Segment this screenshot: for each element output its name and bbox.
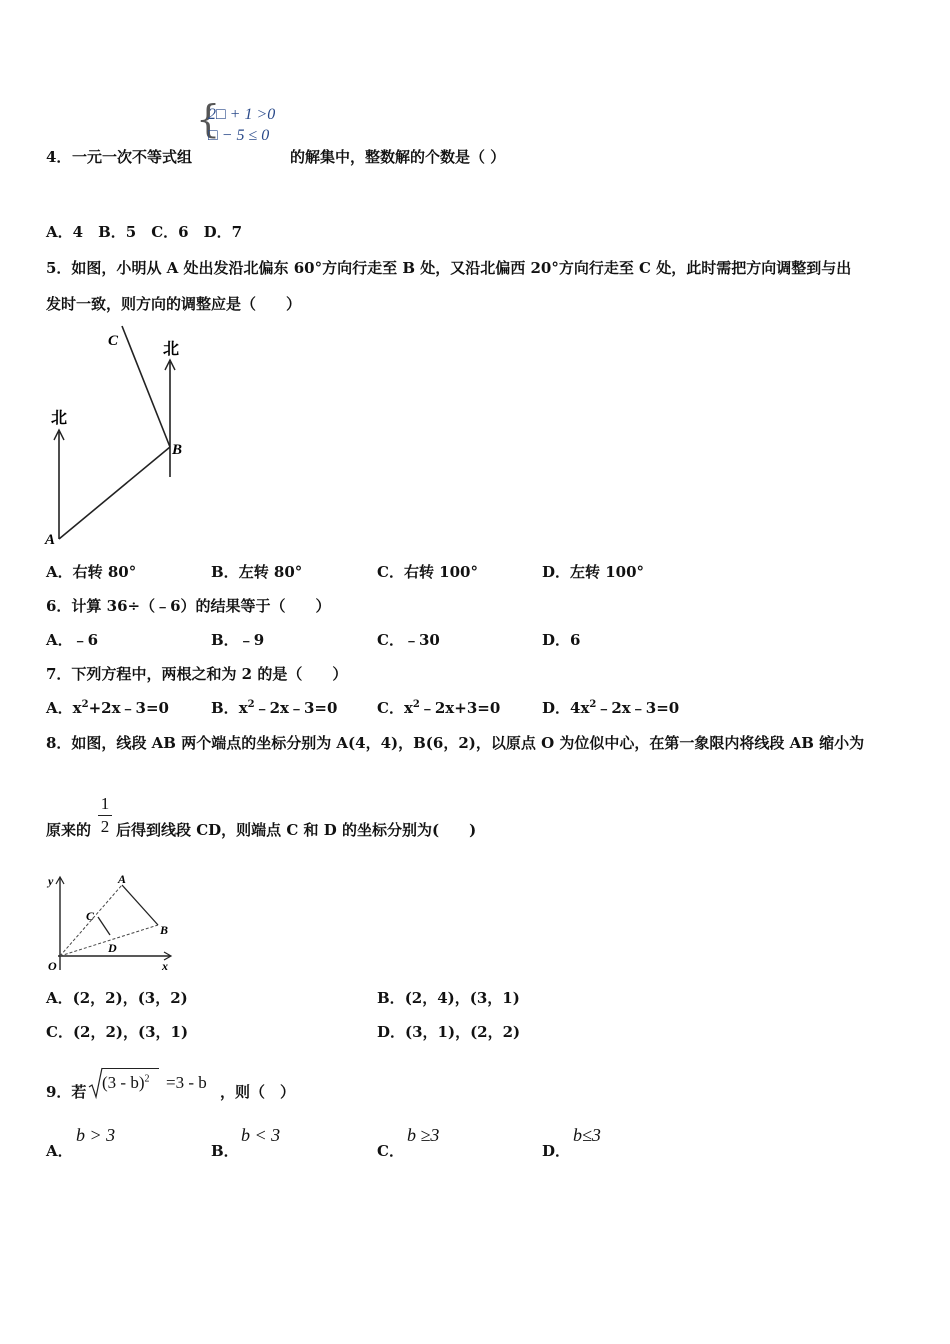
label-O: O [48, 959, 57, 973]
fraction-denominator: 2 [100, 817, 110, 836]
q9-option-a-math: b > 3 [76, 1125, 116, 1145]
q5-option-d: D．左转 100° [542, 563, 645, 581]
q9-option-d-letter: D． [542, 1142, 571, 1160]
q7-option-d: D．$4x^2﹣2x﹣3=0$ [542, 699, 680, 717]
q7-option-b: B．$x^2﹣2x﹣3=0$ [211, 699, 338, 717]
q8-option-b: B．(2，4)，(3，1) [377, 989, 520, 1007]
q8-option-c: C．(2，2)，(3，1) [46, 1023, 189, 1041]
q6-stem: 6．计算 36÷（﹣6）的结果等于（ ） [46, 597, 331, 615]
label-y: y [48, 874, 54, 888]
q6-option-c: C．﹣30 [377, 631, 440, 649]
q6-option-b: B．﹣9 [211, 631, 265, 649]
label-C: C [86, 909, 95, 923]
q6-option-a: A．﹣6 [46, 631, 99, 649]
q9-option-b-letter: B． [211, 1142, 239, 1160]
q8-stem-before: 原来的 [46, 821, 92, 839]
label-north-left: 北 [51, 410, 68, 427]
q5-stem-line2: 发时一致，则方向的调整应是（ ） [46, 295, 302, 313]
label-A: A [118, 872, 127, 886]
q4-stem-before: 一元一次不等式组 [72, 148, 193, 166]
q9-option-d-math: b≤3 [573, 1125, 601, 1145]
segment-AB [59, 447, 170, 539]
q5-figure [40, 322, 200, 550]
system-brace: { [196, 97, 221, 141]
segment-CD [98, 917, 110, 935]
q9-option-c-letter: C． [377, 1142, 404, 1160]
q8-figure [42, 870, 182, 974]
label-B: B [172, 442, 183, 458]
label-B: B [160, 923, 169, 937]
q9-stem-after: ，则（ ） [220, 1083, 296, 1101]
q8-stem-line1: 8．如图，线段 AB 两个端点的坐标分别为 A(4，4)，B(6，2)，以原点 O 为位似中心，在第一象限内将线段 AB 缩小为 [46, 734, 865, 752]
q7-stem: 7．下列方程中，两根之和为 2 的是（ ） [46, 665, 348, 683]
label-A: A [45, 532, 56, 548]
q9-option-b-math: b < 3 [241, 1125, 281, 1145]
q5-option-a: A．右转 80° [46, 563, 137, 581]
fraction-bar [98, 815, 112, 816]
rhs: =3 - b [166, 1073, 207, 1092]
inequality-1: 2□ + 1 >0 [208, 106, 276, 123]
q5-option-c: C．右转 100° [377, 563, 478, 581]
q8-option-d: D．(3，1)，(2，2) [377, 1023, 521, 1041]
radical-vinculum [102, 1068, 159, 1069]
q7-option-a: A．$x^2+2x﹣3=0$ [46, 699, 169, 717]
q6-option-d: D．6 [542, 631, 581, 649]
q4-number: 4． [46, 148, 72, 166]
q7-option-c: C．$x^2﹣2x+3=0$ [377, 699, 501, 717]
label-D: D [108, 941, 117, 955]
q9-stem-before: 9．若 [46, 1083, 87, 1101]
q9-option-c-math: b ≥3 [407, 1125, 440, 1145]
q5-option-b: B．左转 80° [211, 563, 303, 581]
q5-stem-line1: 5．如图，小明从 A 处出发沿北偏东 60°方向行走至 B 处，又沿北偏西 20°方向行走至 C 处，此时需把方向调整到与出 [46, 259, 852, 277]
label-x: x [162, 959, 168, 973]
segment-AB [122, 885, 158, 925]
q8-stem-after: 后得到线段 CD，则端点 C 和 D 的坐标分别为( ) [116, 821, 477, 839]
q8-option-a: A．(2，2)，(3，2) [46, 989, 188, 1007]
radicand: (3 - b)$^2$ [102, 1073, 150, 1092]
q9-option-a-letter: A． [46, 1142, 73, 1160]
q4-options: A．4 B．5 C．6 D．7 [46, 223, 243, 241]
label-C: C [108, 333, 119, 349]
q4-stem-after: 的解集中，整数解的个数是（ ） [290, 148, 506, 166]
label-north-right: 北 [163, 341, 180, 358]
inequality-2: □ − 5 ≤ 0 [208, 127, 270, 144]
fraction-numerator: 1 [100, 794, 110, 813]
